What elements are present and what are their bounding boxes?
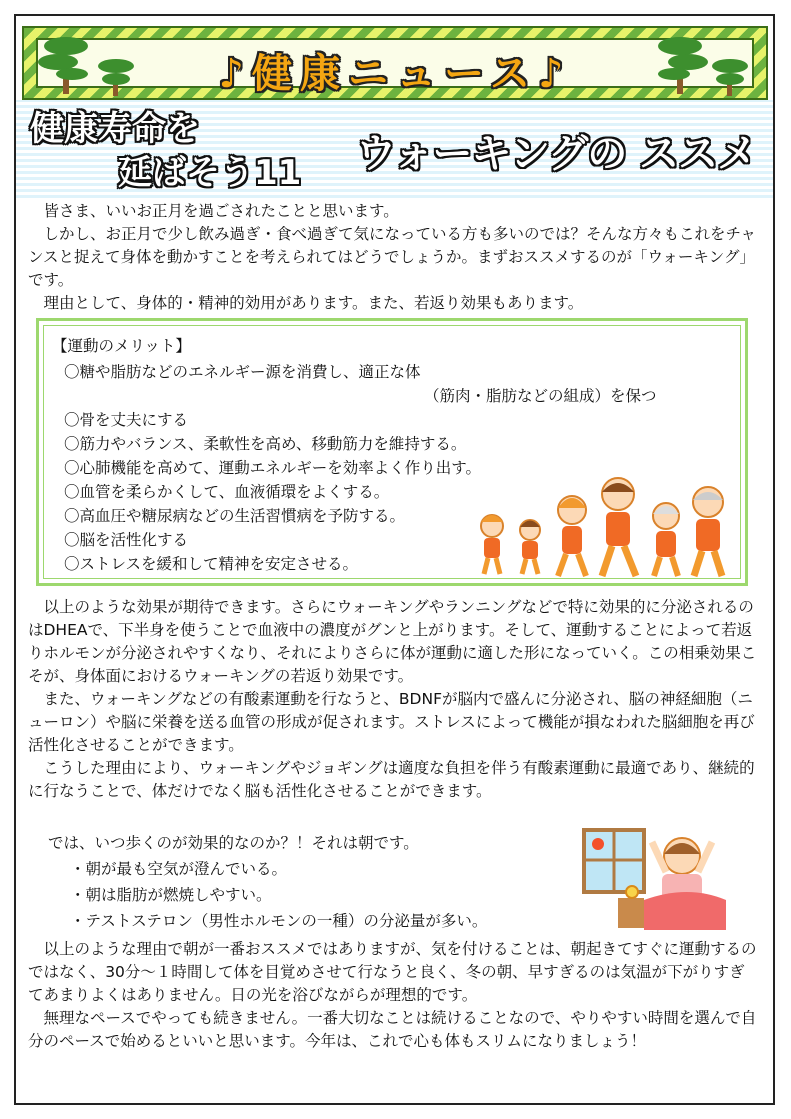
list-item: 〇心肺機能を高めて、運動エネルギーを効率よく作り出す。	[64, 459, 481, 477]
list-item: ・朝が最も空気が澄んでいる。	[70, 860, 288, 878]
list-item: （筋肉・脂肪などの組成）を保つ	[424, 387, 657, 405]
series-title-line1: 健康寿命を	[30, 109, 200, 149]
banner-inner	[36, 38, 754, 97]
pine-tree-icon	[92, 52, 140, 96]
grandmother-figure-icon	[653, 503, 679, 576]
paragraph: 無理なペースでやっても続きません。一番大切なことは続けることなので、やりやすい時間を選んで自分のペースで始めるといいと思います。今年は、これで心も体もスリムになりましょう！	[28, 1009, 757, 1050]
list-item: ・テストステロン（男性ホルモンの一種）の分泌量が多い。	[70, 912, 488, 930]
paragraph: しかし、お正月で少し飲み過ぎ・食べ過ぎて気になっている方も多いのでは？そんな方々もこれをチャンスと捉えて身体を動かすことを考えられてはどうでしょうか。まずおススメするのが「ウォーキング」です。	[28, 225, 757, 289]
alarm-clock-icon	[626, 886, 638, 898]
list-item: 〇糖や脂肪などのエネルギー源を消費し、適正な体	[64, 363, 421, 381]
child-figure-icon	[520, 520, 540, 574]
list-item: 〇骨を丈夫にする	[64, 411, 189, 429]
paragraph: 皆さま、いいお正月を過ごされたことと思います。	[43, 202, 399, 220]
article-title: ウォーキングの ススメ	[356, 131, 757, 177]
father-figure-icon	[602, 478, 636, 576]
list-item: 〇血管を柔らかくして、血液循環をよくする。	[64, 483, 390, 501]
morning-points	[70, 856, 487, 934]
list-item: 〇脳を活性化する	[64, 531, 189, 549]
intro-section	[28, 200, 758, 315]
mother-figure-icon	[558, 496, 586, 576]
sun-icon	[592, 838, 604, 850]
walking-family-illustration	[470, 470, 740, 580]
pine-tree-icon	[650, 30, 710, 96]
morning-wakeup-illustration	[578, 824, 728, 932]
paragraph: こうした理由により、ウォーキングやジョギングは適度な負担を伴う有酸素運動に最適であり、継続的に行なうことで、体だけでなく脳も活性化させることができます。	[28, 759, 755, 800]
series-title-line2: 延ばそう11	[118, 153, 302, 193]
list-item: 〇筋力やバランス、柔軟性を高め、移動筋力を維持する。	[64, 435, 467, 453]
pine-tree-icon	[36, 30, 96, 96]
paragraph: 以上のような効果が期待できます。さらにウォーキングやランニングなどで特に効果的に分泌されるのはDHEAで、下半身を使うことで血液中の濃度がグンと上がります。そして、運動することによって若返りホルモンが分泌されやすくなり、それによりさらに体が運動に適した形になっていく。この相乗効果こそが、身体面におけるウォーキングの若返り効果です。	[28, 598, 757, 685]
morning-question: では、いつ歩くのが効果的なのか？！それは朝です。	[48, 834, 419, 852]
grandfather-figure-icon	[693, 487, 723, 576]
series-title	[30, 108, 350, 196]
paragraph: 理由として、身体的・精神的効用があります。また、若返り効果もあります。	[43, 294, 584, 312]
list-item: 〇ストレスを緩和して精神を安定させる。	[64, 555, 359, 573]
closing-section	[28, 938, 758, 1053]
child-figure-icon	[481, 515, 503, 574]
paragraph: 以上のような理由で朝が一番おススメではありますが、気を付けることは、朝起きてすぐに運動するのではなく、30分～１時間して体を目覚めさせて行なうと良く、冬の朝、早すぎるのは気温が下がりすぎてあまりよくはありません。日の光を浴びながらが理想的です。	[28, 940, 757, 1004]
list-item: 〇高血圧や糖尿病などの生活習慣病を予防する。	[64, 507, 406, 525]
banner-title: ♪健康ニュース♪	[218, 51, 572, 97]
list-item: ・朝は脂肪が燃焼しやすい。	[70, 886, 272, 904]
merit-title: 【運動のメリット】	[52, 337, 191, 355]
pine-tree-icon	[706, 52, 754, 96]
paragraph: また、ウォーキングなどの有酸素運動を行なうと、BDNFが脳内で盛んに分泌され、脳の神経細胞（ニューロン）や脳に栄養を送る血管の形成が促されます。ストレスによって機能が損なわれた脳細胞を再び活性化させることができます。	[28, 690, 755, 754]
body-section	[28, 596, 758, 803]
